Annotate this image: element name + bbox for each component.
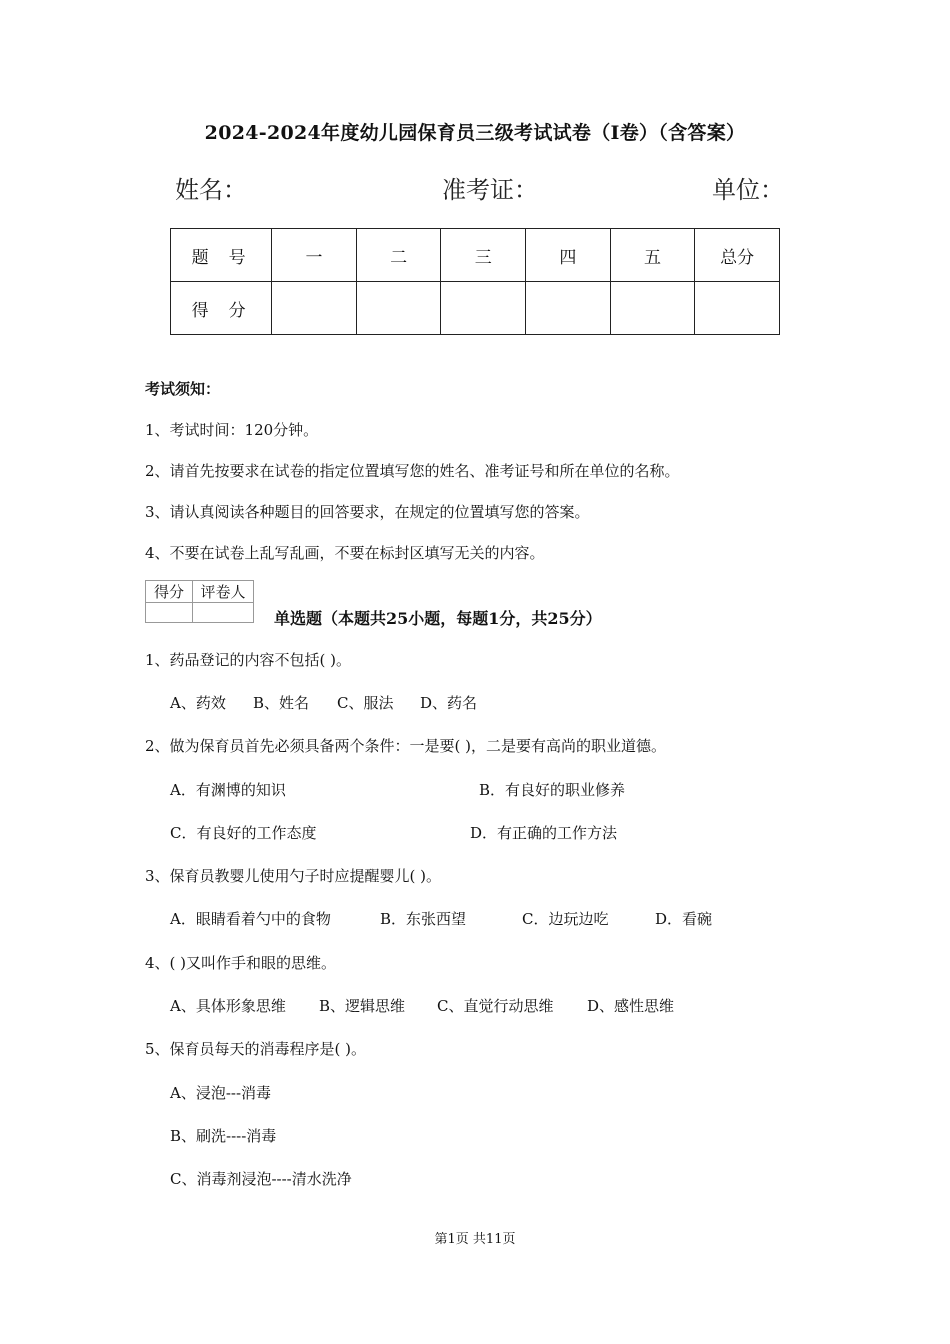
q3-option-a[interactable]: A．眼睛看着勺中的食物 <box>170 910 331 928</box>
q2-option-b[interactable]: B．有良好的职业修养 <box>479 781 626 799</box>
question-2: 2、做为保育员首先必须具备两个条件：一是要( )，二是要有高尚的职业道德。 <box>145 737 667 755</box>
q1-option-c[interactable]: C、服法 <box>337 694 394 712</box>
q2-option-a[interactable]: A．有渊博的知识 <box>170 781 286 799</box>
score-table-header-cell: 题号 <box>171 229 272 282</box>
unit-field-label: 单位： <box>712 176 784 204</box>
score-table-score-row <box>171 282 780 335</box>
question-5: 5、保育员每天的消毒程序是( )。 <box>145 1040 367 1058</box>
grader-score-label: 得分 <box>146 581 193 603</box>
q4-option-d[interactable]: D、感性思维 <box>587 997 675 1015</box>
score-table-header-cell: 三 <box>441 229 526 282</box>
score-cell[interactable] <box>441 282 526 335</box>
q5-option-b[interactable]: B、刷洗----消毒 <box>170 1127 277 1145</box>
name-field-label: 姓名： <box>175 176 247 204</box>
notice-item: 4、不要在试卷上乱写乱画，不要在标封区填写无关的内容。 <box>145 544 545 562</box>
q2-option-d[interactable]: D．有正确的工作方法 <box>470 824 618 842</box>
q3-option-c[interactable]: C．边玩边吃 <box>522 910 609 928</box>
notice-item: 2、请首先按要求在试卷的指定位置填写您的姓名、准考证号和所在单位的名称。 <box>145 462 680 480</box>
notice-heading: 考试须知： <box>145 380 221 398</box>
q3-option-b[interactable]: B．东张西望 <box>380 910 467 928</box>
score-cell[interactable] <box>526 282 611 335</box>
score-cell[interactable] <box>356 282 441 335</box>
exam-number-field-label: 准考证： <box>442 176 538 204</box>
page-number: 第1页 共11页 <box>434 1232 516 1247</box>
q1-option-a[interactable]: A、药效 <box>170 694 226 712</box>
score-table-header-row <box>171 229 780 282</box>
q4-option-a[interactable]: A、具体形象思维 <box>170 997 286 1015</box>
score-cell[interactable] <box>695 282 780 335</box>
score-table <box>170 228 780 335</box>
q5-option-a[interactable]: A、浸泡---消毒 <box>170 1084 272 1102</box>
score-table-header-cell: 四 <box>526 229 611 282</box>
score-table-header-cell: 二 <box>356 229 441 282</box>
score-table-header-cell: 五 <box>610 229 695 282</box>
q1-option-d[interactable]: D、药名 <box>420 694 478 712</box>
score-table-header-cell: 总分 <box>695 229 780 282</box>
exam-title: 2024-2024年度幼儿园保育员三级考试试卷（I卷）（含答案） <box>204 122 746 144</box>
question-1: 1、药品登记的内容不包括( )。 <box>145 651 352 669</box>
q4-option-b[interactable]: B、逻辑思维 <box>319 997 406 1015</box>
notice-item: 3、请认真阅读各种题目的回答要求，在规定的位置填写您的答案。 <box>145 503 590 521</box>
q5-option-c[interactable]: C、消毒剂浸泡----清水洗净 <box>170 1170 352 1188</box>
q1-option-b[interactable]: B、姓名 <box>253 694 310 712</box>
grader-score-cell[interactable] <box>146 603 193 623</box>
grader-name-label: 评卷人 <box>193 581 254 603</box>
question-3: 3、保育员教婴儿使用勺子时应提醒婴儿( )。 <box>145 867 442 885</box>
notice-item: 1、考试时间：120分钟。 <box>145 421 319 439</box>
question-4: 4、( )又叫作手和眼的思维。 <box>145 954 337 972</box>
q2-option-c[interactable]: C．有良好的工作态度 <box>170 824 317 842</box>
score-cell[interactable] <box>272 282 357 335</box>
section-title: 单选题（本题共25小题，每题1分，共25分） <box>274 609 602 628</box>
grader-name-cell[interactable] <box>193 603 254 623</box>
score-cell[interactable] <box>610 282 695 335</box>
q4-option-c[interactable]: C、直觉行动思维 <box>437 997 554 1015</box>
score-table-row-label: 得分 <box>171 282 272 335</box>
grader-box <box>145 580 254 623</box>
score-table-header-cell: 一 <box>272 229 357 282</box>
q3-option-d[interactable]: D．看碗 <box>655 910 713 928</box>
